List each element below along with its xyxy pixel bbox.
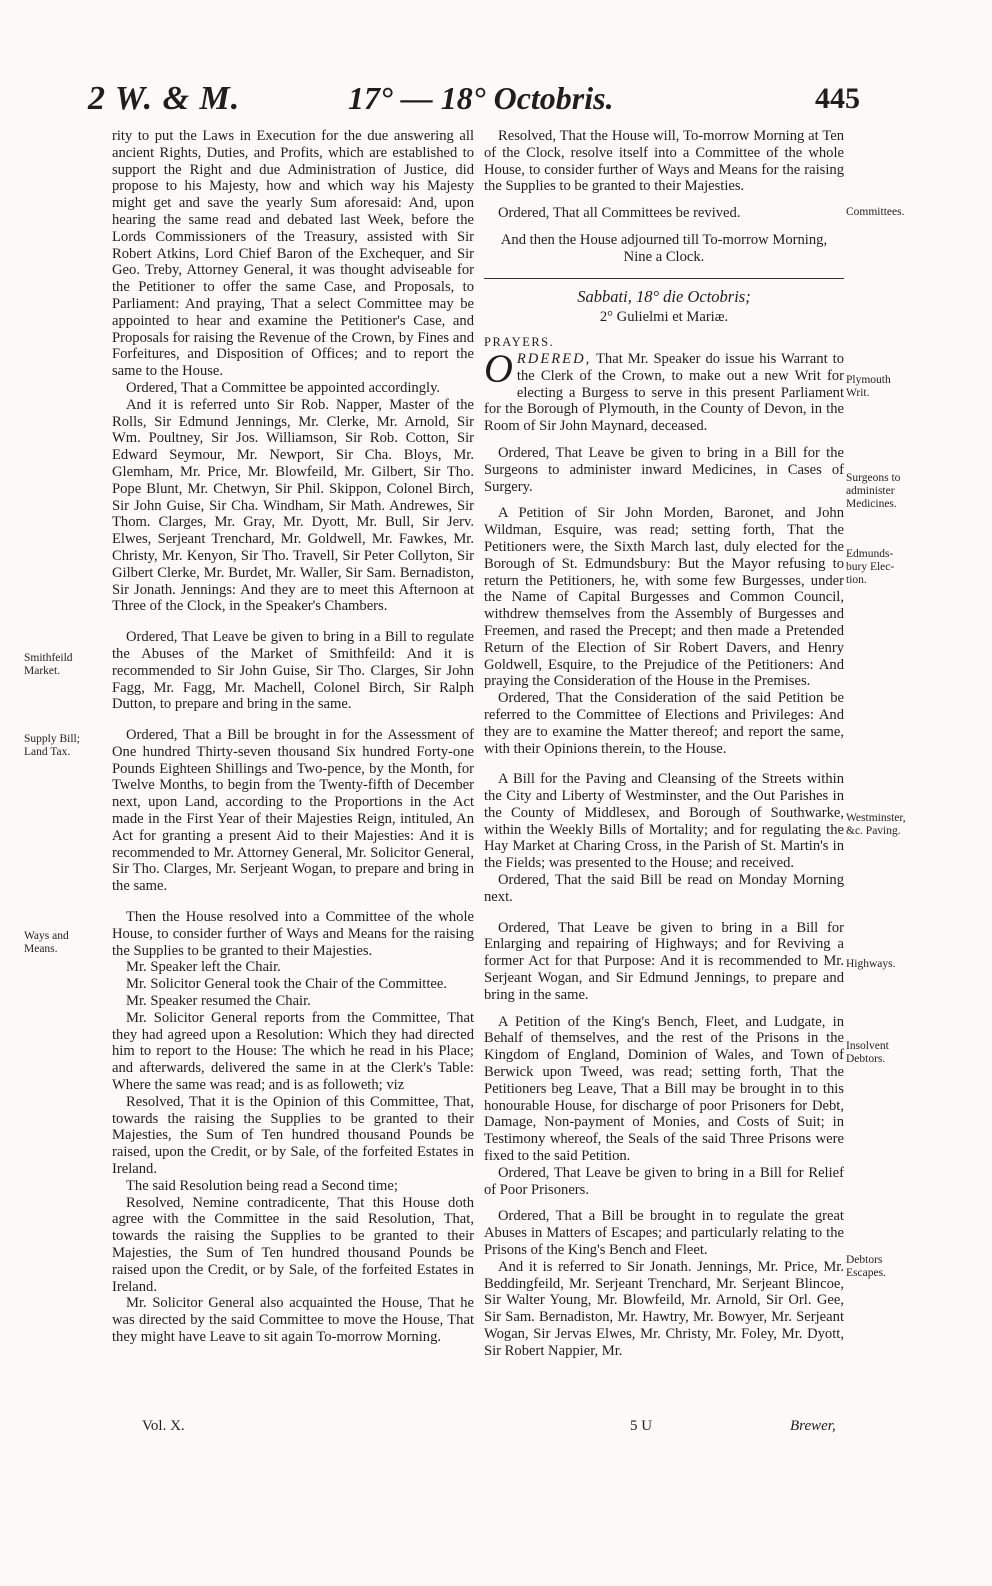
paragraph-insolvent: A Petition of the King's Bench, Fleet, and Ludgate, in Behalf of themselves, and the rest of the Prisons in the Kingdom of England, Dominion of Wales, and Town of Berwick upon Tweed, was read; setting forth, That the Petitioners beg Leave, That a Bill may be brought in to this honourable House, for discharge of poor Prisoners for Debt, Damage, Non-payment of Monies, and Costs of Suit; in Testimony whereof, the Seals of the said Three Prisons were fixed to the said Petition. [484, 1013, 844, 1165]
regnal-year: 2 W. & M. [88, 80, 241, 117]
paragraph-escapes: Ordered, That a Bill be brought in to regulate the great Abuses in Matters of Escapes; and particularly relating to the Prisons of the King's Bench and Fleet. [484, 1208, 844, 1259]
paragraph-plymouth [484, 345, 844, 435]
margin-note-committees: Committees. [846, 206, 905, 218]
paragraph: And it is referred to Sir Jonath. Jennings, Mr. Price, Mr. Beddingfeild, Mr. Serjeant Trenchard, Mr. Serjeant Blincoe, Sir Walter Young, Mr. Blowfeild, Mr. Arnold, Sir Orl. Gee, Sir Sam. Bernadiston, Mr. Hawtry, Mr. Bowyer, Mr. Serjeant Wogan, Sir Jervas Elwes, Mr. Christy, Mr. Foley, Mr. Dyott, Sir Robert Nappier, Mr. [484, 1258, 844, 1359]
paragraph: The said Resolution being read a Second time; [126, 1177, 398, 1194]
margin-note-supply-bill: Supply Bill; Land Tax. [24, 733, 80, 758]
paragraph: And it is referred unto Sir Rob. Napper, Master of the Rolls, Sir Edmund Jennings, Mr. Clerke, Mr. Arnold, Sir Wm. Poultney, Sir Jos. Williamson, Sir Rob. Cotton, Sir Edward Seymour, Mr. Newport, Sir Cha. Bloys, Mr. Glemham, Mr. Price, Mr. Blowfeild, Mr. Gilbert, Sir Tho. Pope Blunt, Mr. Chetwyn, Sir Phil. Skippon, Colonel Birch, Sir John Guise, Sir Cha. Windham, Sir Math. Andrewes, Sir Thom. Clarges, Mr. Gray, Mr. Dyott, Mr. Bull, Sir Jerv. Elwes, Serjeant Trenchard, Mr. Goldwell, Mr. Fawkes, Mr. Christy, Mr. Kenyon, Sir Tho. Travell, Sir Peter Collyton, Sir Gilbert Clerke, Mr. Burdet, Mr. Waller, Sir Sam. Bernadiston, Sir Jonath. Jennings: And they are to meet this Afternoon at Three of the Clock, in the Speaker's Chambers. [112, 396, 474, 615]
volume-label: Vol. X. [142, 1418, 185, 1434]
prayers-heading: PRAYERS. [484, 335, 555, 350]
paragraph: Ordered, That the said Bill be read on Monday Morning next. [484, 872, 844, 905]
paragraph-ways-means: Then the House resolved into a Committee of the whole House, to consider further of Ways and Means for the raising the Supplies to be granted to their Majesties. [112, 909, 474, 959]
paragraph-committees: Ordered, That all Committees be revived. [498, 205, 741, 222]
paragraph: rity to put the Laws in Execution for the due answering all ancient Rights, Duties, and Profits, which are established to support the Right and due Administration of Justice, did propose to his Majesty, how and which way his Majesty might get and save the yearly Sum aforesaid: And, upon hearing the same read and debated last Week, before the Lords Commissioners of the Treasury, assisted with Sir Robert Atkins, Lord Chief Baron of the Exchequer, and Sir Geo. Treby, Attorney General, it was thought adviseable for the Petitioner to offer the same Case, and Proposals, to Parliament: And praying, That a select Committee may be appointed to hear and examine the Petitioner's Case, and Proposals for raising the Revenue of the Crown, by Fines and Forfeitures, and Disposition of Offices; and to report the same to the House. [112, 128, 474, 380]
margin-note-surgeons: Surgeons to administer Medicines. [846, 472, 901, 510]
session-date: Sabbati, 18° die Octobris; [577, 286, 751, 306]
ordered-caps: RDERED, [516, 350, 592, 367]
margin-note-insolvent: Insolvent Debtors. [846, 1040, 889, 1065]
page-dates: 17° — 18° Octobris. [348, 80, 614, 116]
paragraph: Mr. Speaker left the Chair. [126, 959, 281, 976]
left-column [112, 128, 474, 1346]
margin-note-westminster: Westminster, &c. Paving. [846, 812, 906, 837]
paragraph-highways: Ordered, That Leave be given to bring in a Bill for Enlarging and repairing of Highways; and for Reviving a former Act for that Purpose: And it is recommended to Mr. Serjeant Wogan, and Sir Edmund Jennings, to prepare and bring in the same. [484, 919, 844, 1003]
margin-note-smithfeild: Smithfeild Market. [24, 652, 73, 677]
paragraph: Resolved, That the House will, To-morrow Morning at Ten of the Clock, resolve itself into a Committee of the whole House, to consider further of Ways and Means for the raising the Supplies to be granted to their Majesties. [484, 128, 844, 195]
paragraph-surgeons: Ordered, That Leave be given to bring in a Bill for the Surgeons to administer inward Medicines, in Cases of Surgery. [484, 444, 844, 495]
drop-cap: O [484, 345, 513, 391]
page-number: 445 [815, 82, 860, 115]
margin-note-escapes: Debtors Escapes. [846, 1254, 886, 1279]
adjournment: And then the House adjourned till To-morrow Morning, Nine a Clock. [500, 231, 828, 265]
signature-mark: 5 U [630, 1418, 653, 1434]
paragraph-westminster: A Bill for the Paving and Cleansing of the Streets within the City and Liberty of Westminster, and the Out Parishes in the County of Middlesex, and Borough of Southwarke, within the Weekly Bills of Mortality; and for regulating the Hay Market at Charing Cross, in the Parish of St. Martin's in the Fields; was presented to the House; and received. [484, 771, 844, 872]
paragraph-supply-bill: Ordered, That a Bill be brought in for the Assessment of One hundred Thirty-seven thousand Six hundred Forty-one Pounds Eighteen Shillings and Two-pence, by the Month, for Twelve Months, to begin from the Twenty-fifth of December next, upon Land, according to the Proportions in the Act made in the First Year of their Majesties Reign, intituled, An Act for granting a present Aid to their Majesties: And it is recommended to Mr. Attorney General, Mr. Solicitor General, Sir Tho. Clarges, Mr. Serjeant Wogan, to prepare and bring in the same. [112, 727, 474, 895]
paragraph: Resolved, That it is the Opinion of this Committee, That, towards the raising the Supplies to be granted to their Majesties, the Sum of Ten hundred thousand Pounds be raised, upon the Credit, or by Sale, of the forfeited Estates in Ireland. [112, 1093, 474, 1178]
paragraph: Mr. Speaker resumed the Chair. [126, 993, 311, 1010]
regnal-subdate: 2° Gulielmi et Mariæ. [599, 309, 729, 326]
paragraph: Ordered, That the Consideration of the said Petition be referred to the Committee of Elections and Privileges: And they are to examine the Matter thereof; and report the same, with their Opinions therein, to the House. [484, 690, 844, 757]
paragraph: Mr. Solicitor General reports from the Committee, That they had agreed upon a Resolution: Which they had directed him to report to the House: The which he read in his Place; and afterwards, delivered the same in at the Clerk's Table: Where the same was read; and is as followeth; viz [112, 1009, 474, 1094]
page-header [88, 80, 860, 126]
section-divider [484, 278, 844, 279]
margin-note-highways: Highways. [846, 958, 896, 970]
margin-note-ways-means: Ways and Means. [24, 930, 69, 955]
paragraph: Mr. Solicitor General also acquainted the House, That he was directed by the said Committee to move the House, That they might have Leave to sit again To-morrow Morning. [112, 1295, 474, 1345]
paragraph: Ordered, That Leave be given to bring in a Bill for Relief of Poor Prisoners. [484, 1164, 844, 1198]
paragraph: Ordered, That a Committee be appointed accordingly. [126, 379, 441, 396]
paragraph-text: That Mr. Speaker do issue his Warrant to the Clerk of the Crown, to make out a new Writ for electing a Burgess to serve in this present Parliament for the Borough of Plymouth, in the County of Devon, in the Room of Sir John Maynard, deceased. [484, 350, 844, 435]
paragraph-edmundsbury: A Petition of Sir John Morden, Baronet, and John Wildman, Esquire, was read; setting forth, That the Petitioners were, the Sixth March last, duly elected for the Borough of St. Edmundsbury: But the Mayor refusing to return the Petitioners, he, with some few Burgesses, under the Name of Capital Burgesses and Common Council, withdrew themselves from the Assembly of Burgesses and Freemen, and rased the Precept; and then made a Pretended Return of the Election of Sir Robert Davers, and Henry Goldwell, Esquire, to the Prejudice of the Petitioners: And praying the Consideration of the House in the Premises. [484, 505, 844, 690]
margin-note-plymouth: Plymouth Writ. [846, 374, 891, 399]
catchword: Brewer, [790, 1418, 836, 1434]
paragraph: Resolved, Nemine contradicente, That this House doth agree with the Committee in the said Resolution, That, towards the raising the Supplies to be granted to their Majesties, the Sum of Ten hundred thousand Pounds be raised upon the Credit, or by Sale, of the forfeited Estates in Ireland. [112, 1194, 474, 1295]
right-column [484, 128, 844, 1360]
margin-note-edmundsbury: Edmunds- bury Elec- tion. [846, 548, 895, 586]
paragraph-smithfeild: Ordered, That Leave be given to bring in a Bill to regulate the Abuses of the Market of Smithfeild: And it is recommended to Sir John Guise, Sir Tho. Clarges, Sir John Fagg, Mr. Fagg, Mr. Machell, Colonel Birch, Sir Ralph Dutton, to prepare and bring in the same. [112, 629, 474, 713]
paragraph: Mr. Solicitor General took the Chair of the Committee. [126, 976, 447, 993]
